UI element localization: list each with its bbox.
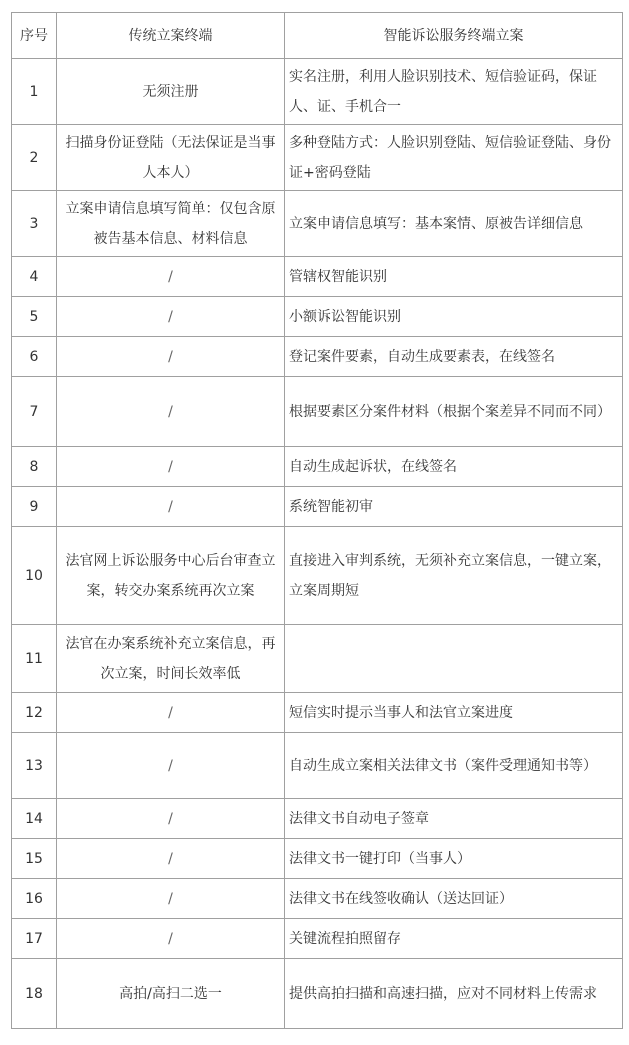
table-header-row (12, 13, 623, 59)
table-row (12, 297, 623, 337)
table-row (12, 959, 623, 1029)
header-no: 序号 (12, 13, 57, 59)
row-no: 11 (12, 625, 57, 693)
row-traditional: / (57, 919, 285, 959)
row-smart: 提供高拍扫描和高速扫描，应对不同材料上传需求 (285, 959, 623, 1029)
table-row (12, 879, 623, 919)
row-no: 5 (12, 297, 57, 337)
table-row (12, 733, 623, 799)
row-no: 14 (12, 799, 57, 839)
row-no: 2 (12, 125, 57, 191)
row-no: 18 (12, 959, 57, 1029)
row-smart: 法律文书在线签收确认（送达回证） (285, 879, 623, 919)
table-row (12, 839, 623, 879)
row-no: 15 (12, 839, 57, 879)
row-smart: 小额诉讼智能识别 (285, 297, 623, 337)
row-smart: 自动生成起诉状，在线签名 (285, 447, 623, 487)
row-traditional: 法官网上诉讼服务中心后台审查立案，转交办案系统再次立案 (57, 527, 285, 625)
row-no: 4 (12, 257, 57, 297)
row-smart: 法律文书自动电子签章 (285, 799, 623, 839)
row-traditional: 扫描身份证登陆（无法保证是当事人本人） (57, 125, 285, 191)
table-row (12, 487, 623, 527)
header-smart: 智能诉讼服务终端立案 (285, 13, 623, 59)
row-traditional: / (57, 377, 285, 447)
row-traditional: / (57, 447, 285, 487)
row-no: 9 (12, 487, 57, 527)
row-no: 10 (12, 527, 57, 625)
row-no: 1 (12, 59, 57, 125)
row-traditional: / (57, 733, 285, 799)
table-row (12, 919, 623, 959)
row-smart: 登记案件要素，自动生成要素表，在线签名 (285, 337, 623, 377)
table-row (12, 257, 623, 297)
row-smart: 系统智能初审 (285, 487, 623, 527)
row-smart: 关键流程拍照留存 (285, 919, 623, 959)
row-no: 17 (12, 919, 57, 959)
row-smart: 自动生成立案相关法律文书（案件受理通知书等） (285, 733, 623, 799)
row-traditional: / (57, 879, 285, 919)
row-no: 3 (12, 191, 57, 257)
table-row (12, 125, 623, 191)
row-traditional: / (57, 693, 285, 733)
row-no: 6 (12, 337, 57, 377)
table-row (12, 799, 623, 839)
table-row (12, 693, 623, 733)
table-row (12, 191, 623, 257)
row-no: 13 (12, 733, 57, 799)
row-traditional: / (57, 297, 285, 337)
row-no: 16 (12, 879, 57, 919)
row-smart: 直接进入审判系统，无须补充立案信息，一键立案，立案周期短 (285, 527, 623, 625)
row-no: 12 (12, 693, 57, 733)
row-smart: 实名注册，利用人脸识别技术、短信验证码，保证人、证、手机合一 (285, 59, 623, 125)
row-traditional: 高拍/高扫二选一 (57, 959, 285, 1029)
table-row (12, 377, 623, 447)
row-traditional: 立案申请信息填写简单：仅包含原被告基本信息、材料信息 (57, 191, 285, 257)
row-traditional: / (57, 257, 285, 297)
row-smart: 管辖权智能识别 (285, 257, 623, 297)
row-traditional: / (57, 799, 285, 839)
row-traditional: 法官在办案系统补充立案信息，再次立案，时间长效率低 (57, 625, 285, 693)
table-row (12, 447, 623, 487)
row-traditional: / (57, 487, 285, 527)
row-traditional: / (57, 839, 285, 879)
table-row (12, 337, 623, 377)
header-traditional: 传统立案终端 (57, 13, 285, 59)
row-smart: 多种登陆方式：人脸识别登陆、短信验证登陆、身份证+密码登陆 (285, 125, 623, 191)
row-smart (285, 625, 623, 693)
table-row (12, 527, 623, 625)
row-no: 8 (12, 447, 57, 487)
row-smart: 法律文书一键打印（当事人） (285, 839, 623, 879)
row-traditional: / (57, 337, 285, 377)
row-traditional: 无须注册 (57, 59, 285, 125)
row-smart: 短信实时提示当事人和法官立案进度 (285, 693, 623, 733)
table-row (12, 625, 623, 693)
row-smart: 根据要素区分案件材料（根据个案差异不同而不同） (285, 377, 623, 447)
row-no: 7 (12, 377, 57, 447)
row-smart: 立案申请信息填写：基本案情、原被告详细信息 (285, 191, 623, 257)
comparison-table (11, 12, 623, 1029)
table-row (12, 59, 623, 125)
